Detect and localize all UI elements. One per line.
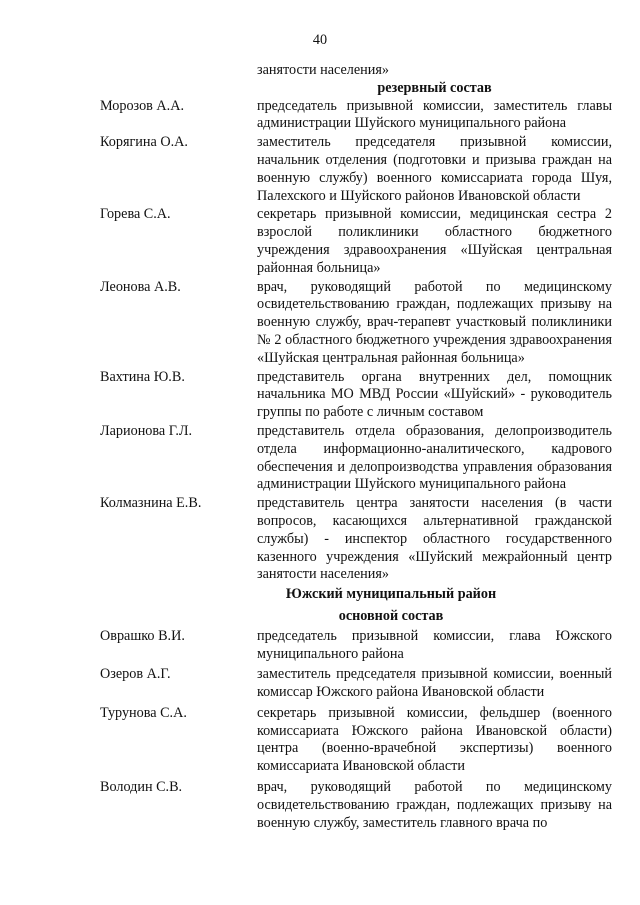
member-role: председатель призывной комиссии, заместитель главы администрации Шуйского муниципального района [257,97,612,132]
reserve-heading: резервный состав [377,79,492,96]
member-entry [100,705,612,776]
member-entry [100,369,612,422]
continuation-text: занятости населения» [257,62,389,78]
member-name: Горева С.А. [100,206,171,223]
member-name: Корягина О.А. [100,134,188,151]
member-role: врач, руководящий работой по медицинскому освидетельствованию граждан, подлежащих призыву на военную службу, заместитель главного врача по [257,779,612,831]
member-name: Колмазнина Е.В. [100,495,202,512]
member-entry [100,98,612,134]
page-content [100,62,612,832]
member-entry [100,206,612,277]
member-entry [100,279,612,368]
member-role: заместитель председателя призывной комиссии, военный комиссар Южского района Ивановской области [257,666,612,701]
member-role: председатель призывной комиссии, глава Южского муниципального района [257,627,612,662]
member-entry [100,423,612,494]
member-role: врач, руководящий работой по медицинскому освидетельствованию граждан, подлежащих призыву на военную службу, врач-терапевт участковый поликлиники № 2 областного бюджетного учреждения здравоохранения «Шуйская центральная районная больница» [257,278,612,366]
district-heading: Южский муниципальный район [285,586,497,603]
member-name: Ларионова Г.Л. [100,422,193,439]
member-entry [100,779,612,832]
page-number: 40 [312,32,328,48]
member-entry [100,495,612,584]
member-name: Морозов А.А. [100,97,184,114]
member-entry [100,666,612,702]
member-role: представитель центра занятости населения (в части вопросов, касающихся альтернативной гражданской службы) - инспектор областного государственного казенного учреждения «Шуйский межрайонный центр занятости населения» [257,495,612,583]
member-name: Вахтина Ю.В. [100,368,185,385]
member-role: секретарь призывной комиссии, медицинская сестра 2 взрослой поликлиники областного бюджетного учреждения здравоохранения «Шуйская центральная районная больница» [257,206,612,276]
member-name: Турунова С.А. [100,704,187,721]
member-role: заместитель председателя призывной комиссии, начальник отделения (подготовки и призыва граждан на военную службу) военного комиссариата города Шуя, Палехского и Шуйского районов Ивановской области [257,134,612,204]
member-entry [100,134,612,205]
member-role: секретарь призывной комиссии, фельдшер (военного комиссариата Южского района Ивановской области) центра (военно-врачебной экспертизы) военного комиссариата Ивановской области [257,704,612,775]
member-name: Володин С.В. [100,779,183,796]
member-entry [100,628,612,664]
member-name: Леонова А.В. [100,278,181,295]
member-name: Озеров А.Г. [100,666,171,683]
member-role: представитель органа внутренних дел, помощник начальника МО МВД России «Шуйский» - руководитель группы по работе с личным составом [257,368,612,421]
member-role: представитель отдела образования, делопроизводитель отдела информационно-аналитического, кадрового обеспечения и делопроизводства управления образования администрации Шуйского муниципального района [257,422,612,493]
main-heading: основной состав [338,607,444,624]
member-name: Оврашко В.И. [100,627,185,644]
